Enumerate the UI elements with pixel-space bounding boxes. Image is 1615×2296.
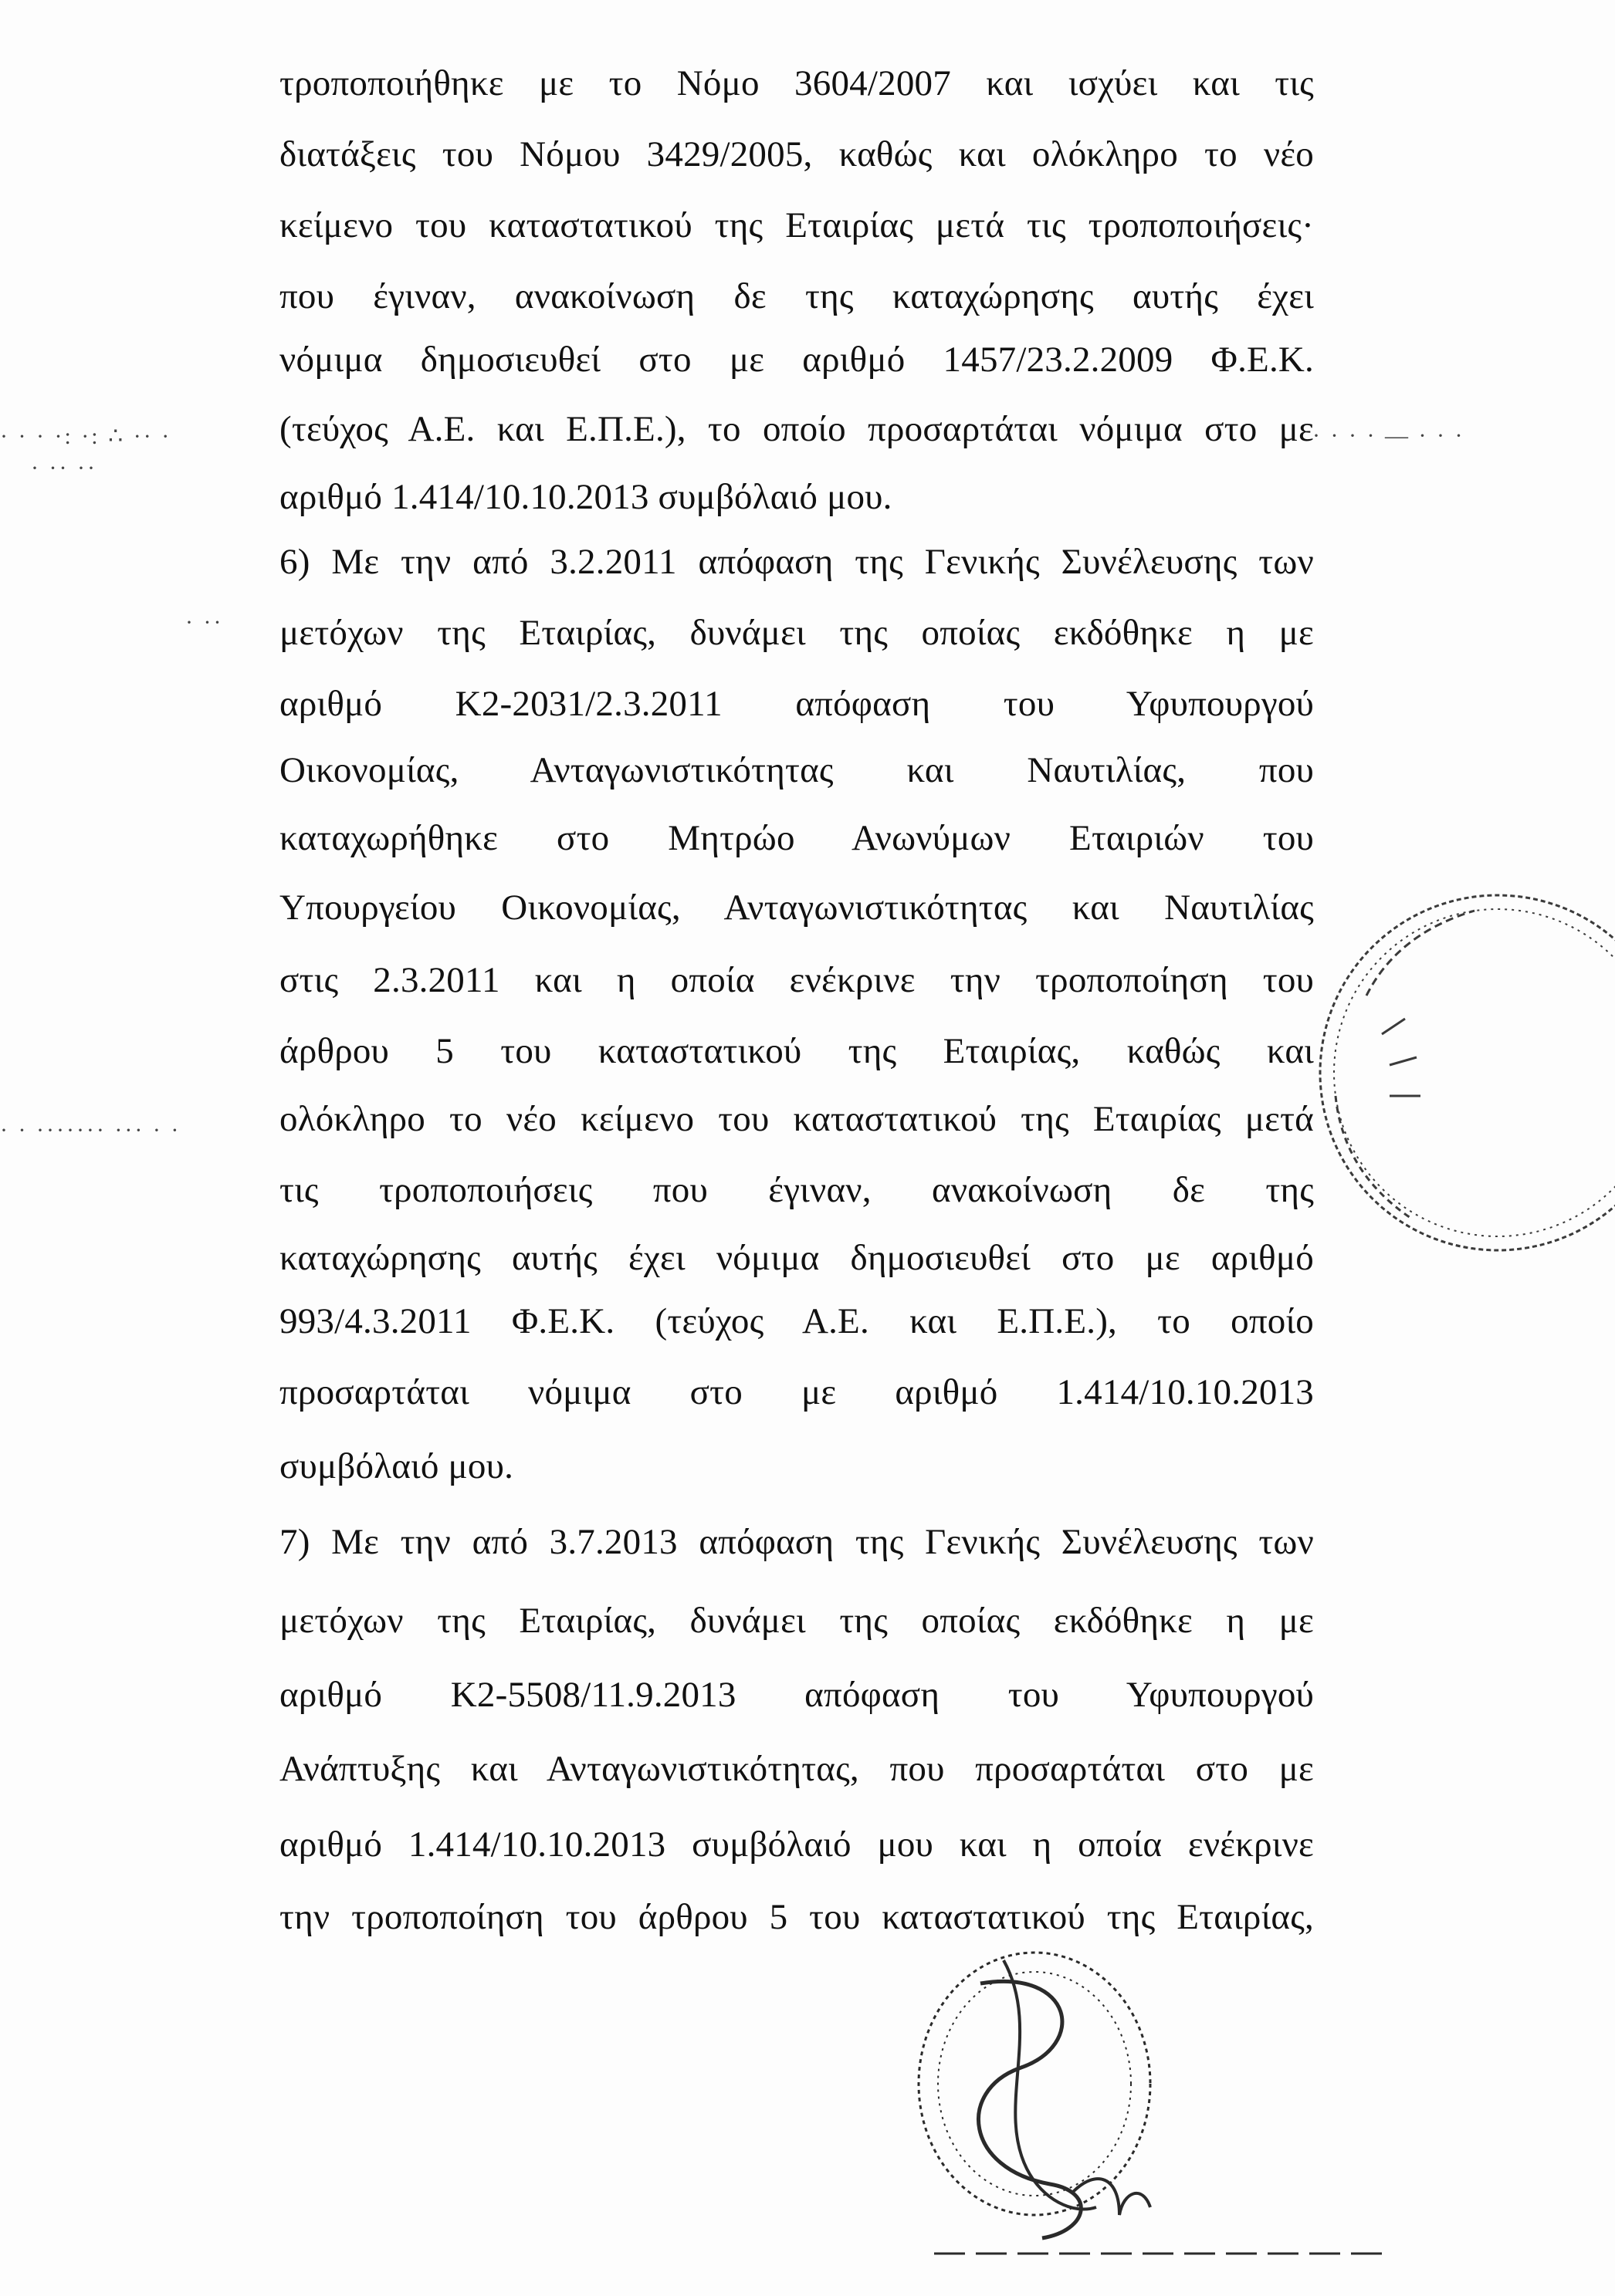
text-line: Υπουργείου Οικονομίας, Ανταγωνιστικότητας και Ναυτιλίας: [279, 888, 1314, 928]
text-line: μετόχων της Εταιρίας, δυνάμει της οποίας εκδόθηκε η με: [279, 1601, 1314, 1641]
text-line: καταχωρήθηκε στο Μητρώο Ανωνύμων Εταιριών του: [279, 818, 1314, 858]
text-line: αριθμό 1.414/10.10.2013 συμβόλαιό μου και η οποία ενέκρινε: [279, 1824, 1314, 1865]
text-line: 6) Με την από 3.2.2011 απόφαση της Γενικής Συνέλευσης των: [279, 542, 1314, 582]
text-line: άρθρου 5 του καταστατικού της Εταιρίας, καθώς και: [279, 1031, 1314, 1071]
text-line: Οικονομίας, Ανταγωνιστικότητας και Ναυτιλίας, που: [279, 750, 1314, 790]
text-line: (τεύχος Α.Ε. και Ε.Π.Ε.), το οποίο προσαρτάται νόμιμα στο με: [279, 409, 1314, 449]
text-line: αριθμό 1.414/10.10.2013 συμβόλαιό μου.: [279, 477, 892, 517]
text-line: διατάξεις του Νόμου 3429/2005, καθώς και ολόκληρο το νέο: [279, 134, 1314, 174]
text-line: καταχώρησης αυτής έχει νόμιμα δημοσιευθεί στο με αριθμό: [279, 1238, 1314, 1278]
text-line: που έγιναν, ανακοίνωση δε της καταχώρησης αυτής έχει: [279, 276, 1314, 316]
text-line: στις 2.3.2011 και η οποία ενέκρινε την τροποποίηση του: [279, 960, 1314, 1000]
scan-noise-left-3: · · ······· ··· · ·: [0, 1118, 181, 1143]
text-line: μετόχων της Εταιρίας, δυνάμει της οποίας εκδόθηκε η με: [279, 613, 1314, 653]
text-line: προσαρτάται νόμιμα στο με αριθμό 1.414/10.10.2013: [279, 1372, 1314, 1412]
text-line: ολόκληρο το νέο κείμενο του καταστατικού της Εταιρίας μετά: [279, 1099, 1314, 1139]
text-line: κείμενο του καταστατικού της Εταιρίας μετά τις τροποποιήσεις·: [279, 205, 1314, 245]
text-line: την τροποποίηση του άρθρου 5 του καταστατικού της Εταιρίας,: [279, 1897, 1314, 1937]
notary-seal-stamp: [1274, 864, 1615, 1281]
text-line: τις τροποποιήσεις που έγιναν, ανακοίνωση δε της: [279, 1170, 1314, 1210]
text-line: αριθμό Κ2-5508/11.9.2013 απόφαση του Υφυπουργού: [279, 1675, 1314, 1715]
text-line: Ανάπτυξης και Ανταγωνιστικότητας, που προσαρτάται στο με: [279, 1749, 1314, 1789]
text-line: 7) Με την από 3.7.2013 απόφαση της Γενικής Συνέλευσης των: [279, 1522, 1314, 1562]
scan-noise-left-4: · ··: [185, 610, 224, 635]
text-line: 993/4.3.2011 Φ.Ε.Κ. (τεύχος Α.Ε. και Ε.Π.Ε.), το οποίο: [279, 1301, 1314, 1341]
text-line: αριθμό Κ2-2031/2.3.2011 απόφαση του Υφυπουργού: [279, 684, 1314, 724]
scan-noise-left-1: · · · ·: ·: ∴ ·· ·: [0, 424, 172, 449]
text-line: νόμιμα δημοσιευθεί στο με αριθμό 1457/23.2.2009 Φ.Ε.Κ.: [279, 340, 1314, 380]
text-line: τροποποιήθηκε με το Νόμο 3604/2007 και ισχύει και τις: [279, 63, 1314, 103]
scan-noise-left-2: · ·· ··: [31, 455, 97, 481]
signature-and-seal: [841, 1937, 1382, 2277]
text-line: συμβόλαιό μου.: [279, 1446, 514, 1486]
scan-noise-right-1: · · · · — · · ·: [1312, 423, 1465, 448]
